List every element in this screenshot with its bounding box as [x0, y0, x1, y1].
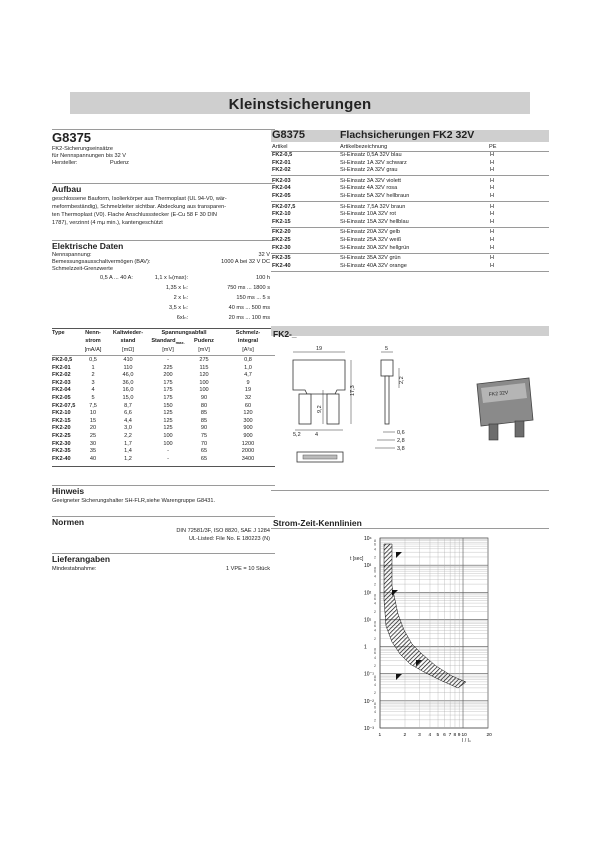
type-cell: FK2-10: [52, 410, 71, 417]
y-decade-label: 10¹: [364, 617, 372, 624]
elec-label: Schmelzzeit-Grenzwerte: [52, 266, 113, 272]
x-tick-label: 4: [428, 733, 432, 738]
value-cell: 175: [163, 387, 173, 394]
limit-time: 150 ms ... 5 s: [236, 295, 270, 301]
article-row: [0, 229, 601, 237]
y-minor-label: 4: [374, 683, 376, 688]
dim-5: 5: [385, 346, 389, 352]
article-pe: H: [490, 211, 495, 218]
y-axis-label: t [sec]: [350, 556, 364, 562]
col-header-nennstrom: strom: [85, 338, 101, 344]
article-group-rule: [271, 271, 549, 272]
y-minor-label: 4: [374, 574, 376, 579]
value-cell: 175: [163, 395, 173, 401]
value-cell: 85: [200, 410, 208, 417]
type-cell: FK2-03: [52, 379, 71, 386]
article-description: Si-Einsatz 7,5A 32V braun: [340, 203, 406, 210]
x-axis-labels: [379, 732, 493, 738]
manufacturer-label: Hersteller:: [52, 160, 78, 166]
type-cell: FK2-04: [52, 387, 71, 394]
units-row: [52, 347, 275, 355]
y-minor-label: 8: [374, 566, 376, 571]
x-tick-label: 10: [461, 733, 467, 738]
fuse-blade-left: [299, 394, 311, 424]
y-minor-label: 6: [374, 705, 376, 710]
normen-heading: Normen: [52, 517, 85, 527]
aufbau-heading: Aufbau: [52, 184, 82, 194]
article-row: [0, 237, 601, 245]
article-number: FK2-07,5: [272, 203, 296, 210]
unit-cell: [mV]: [162, 347, 174, 353]
value-cell: 10: [89, 410, 97, 417]
limit-factor: 6xIₙ:: [176, 315, 188, 321]
article-pe: H: [490, 262, 495, 269]
y-minor-label: 2: [374, 664, 376, 669]
fuse-dimension-drawing: [271, 338, 549, 488]
article-row: [0, 219, 601, 227]
y-minor-label: 6: [374, 596, 376, 601]
article-pe: H: [490, 203, 495, 210]
value-cell: 90: [200, 425, 208, 432]
article-group-rule: [271, 175, 549, 176]
dim-3-8: 3,8: [397, 446, 405, 452]
dim-2-2: 2,2: [399, 376, 405, 384]
article-row: [0, 185, 601, 193]
y-minor-label: 4: [374, 710, 376, 715]
value-cell: 7,5: [89, 402, 97, 409]
value-cell: 2: [91, 372, 95, 379]
elec-label: Bemessungsausschaltvermögen (BAV):: [52, 259, 151, 265]
article-description: Si-Einsatz 1A 32V schwarz: [340, 159, 407, 166]
x-tick-label: 3: [418, 733, 421, 738]
col-artikel: Artikel: [272, 144, 288, 150]
article-description: Si-Einsatz 0,5A 32V blau: [340, 152, 402, 158]
limit-factor: 3,5 x Iₙ:: [168, 305, 188, 311]
value-cell: 6,6: [124, 410, 132, 417]
y-minor-label: 8: [374, 701, 376, 706]
article-description: Si-Einsatz 5A 32V hellbraun: [340, 193, 410, 199]
x-tick-label: 7: [448, 733, 452, 738]
y-minor-label: 8: [374, 674, 376, 679]
article-description: Si-Einsatz 40A 32V orange: [340, 262, 407, 269]
value-cell: 1,0: [244, 364, 252, 371]
article-pe: H: [490, 185, 495, 192]
article-description: Si-Einsatz 30A 32V hellgrün: [340, 244, 410, 251]
y-minor-label: 4: [374, 601, 376, 606]
value-cell: 300: [243, 417, 253, 424]
article-row: [0, 152, 601, 160]
hinweis-heading: Hinweis: [52, 486, 85, 496]
article-number: FK2-20: [272, 229, 291, 236]
value-cell: 120: [199, 372, 209, 379]
fuse-photo: [477, 378, 533, 440]
col-header-spannungsabfall: Spannungsabfall: [161, 330, 207, 336]
aufbau-line: geschlossene Bauform, Isolierkörper aus Thermoplast (UL 94-V0, wär-: [52, 196, 227, 202]
value-cell: 1,2: [124, 455, 132, 462]
curve-heading: Strom-Zeit-Kennlinien: [273, 518, 362, 528]
article-pe: H: [490, 152, 495, 158]
normen-line: DIN 72581/3F, ISO 8820, SAE J 1284: [176, 528, 270, 534]
y-minor-label: 8: [374, 539, 376, 544]
page-title: Kleinstsicherungen: [228, 96, 372, 113]
article-number: FK2-30: [272, 244, 291, 251]
article-group-rule: [271, 227, 549, 228]
x-tick-label: 2: [403, 733, 407, 738]
y-minor-label: 2: [374, 555, 376, 560]
unit-cell: [mV]: [198, 347, 210, 353]
article-row: [0, 255, 601, 263]
y-minor-label: 8: [374, 593, 376, 598]
article-description: Si-Einsatz 3A 32V violett: [340, 177, 401, 184]
fuse-side-view: [381, 360, 393, 376]
value-cell: 3400: [241, 455, 255, 462]
x-axis-label: I / Iₙ: [462, 738, 471, 744]
value-cell: 275: [199, 357, 209, 363]
table-top-rule: [52, 328, 275, 329]
article-pe: H: [490, 193, 495, 199]
value-cell: 60: [244, 402, 252, 409]
article-row: [0, 167, 601, 175]
article-group-rule: [271, 253, 549, 254]
drawing-label: FK2-_: [273, 329, 297, 339]
type-cell: FK2-20: [52, 425, 71, 432]
limit-factor: 1,1 x Iₙ(max):: [154, 275, 188, 281]
y-minor-label: 4: [374, 547, 376, 552]
type-cell: FK2-02: [52, 372, 71, 379]
limit-time: 20 ms ... 100 ms: [228, 315, 270, 321]
dim-0-6: 0,6: [397, 430, 405, 436]
value-cell: 19: [244, 387, 252, 394]
y-decade-label: 10³: [364, 563, 372, 570]
value-cell: 40: [89, 455, 97, 462]
y-decade-label: 10²: [364, 590, 372, 597]
col-header-nennstrom: Nenn-: [85, 330, 101, 336]
article-row: [0, 193, 601, 201]
drawing-rule: [271, 490, 549, 491]
value-cell: 85: [200, 417, 208, 424]
limit-factor: 1,35 x Iₙ:: [165, 285, 188, 291]
value-cell: 4,4: [124, 417, 132, 424]
article-number: FK2-03: [272, 177, 291, 184]
col-header-schmelzintegral: Schmelz-: [235, 330, 261, 336]
col-header-schmelzintegral: integral: [237, 338, 259, 344]
article-number: FK2-15: [272, 218, 291, 225]
type-cell: FK2-07,5: [52, 402, 76, 409]
type-cell: FK2-0,5: [52, 357, 73, 363]
article-pe: H: [490, 218, 495, 225]
limit-time: 750 ms ... 1800 s: [227, 285, 270, 291]
article-pe: H: [490, 244, 495, 251]
intro-line: für Nennspannungen bis 32 V: [52, 153, 127, 159]
elektrische-heading: Elektrische Daten: [52, 241, 124, 251]
x-tick-label: 5: [436, 733, 440, 738]
article-number: FK2-02: [272, 167, 291, 174]
value-cell: 1,7: [124, 440, 132, 447]
x-tick-label: 1: [378, 733, 382, 738]
divider: [52, 485, 275, 486]
value-cell: 90: [200, 395, 208, 401]
type-cell: FK2-15: [52, 417, 71, 424]
value-cell: 900: [243, 433, 253, 439]
x-tick-label: 20: [486, 733, 492, 738]
value-cell: 4: [91, 387, 95, 394]
product-code: G8375: [52, 130, 92, 145]
value-cell: 32: [244, 395, 252, 401]
article-number: FK2-04: [272, 185, 291, 192]
article-pe: H: [490, 229, 495, 236]
y-minor-label: 2: [374, 636, 376, 641]
value-cell: -: [167, 357, 169, 363]
x-tick-label: 9: [457, 733, 461, 738]
value-cell: 100: [199, 387, 209, 394]
aufbau-line: meformbeständig), Schmelzleiter sichtbar. Abdeckung aus transparen-: [52, 204, 227, 210]
value-cell: 150: [163, 402, 173, 409]
value-cell: 110: [123, 364, 133, 371]
value-cell: 9: [246, 379, 250, 386]
article-pe: H: [490, 159, 495, 166]
article-description: Si-Einsatz 35A 32V grün: [340, 255, 401, 262]
fuse-photo-label: FK2 32V: [488, 389, 509, 398]
article-description: Si-Einsatz 4A 32V rosa: [340, 185, 398, 192]
col-header-pudenz: Pudenz: [194, 338, 214, 344]
article-code: G8375: [272, 129, 306, 141]
dim-9-2: 9,2: [317, 405, 323, 413]
dim-4: 4: [315, 432, 319, 438]
value-cell: 5: [91, 395, 95, 401]
value-cell: 3: [91, 379, 95, 386]
units-rule: [52, 355, 275, 356]
limit-time: 100 h: [256, 275, 270, 281]
article-number: FK2-25: [272, 237, 291, 243]
liefer-label: Mindestabnahme:: [52, 566, 97, 572]
value-cell: 125: [163, 417, 173, 424]
article-row: [0, 204, 601, 212]
y-minor-label: 6: [374, 623, 376, 628]
article-description: Si-Einsatz 10A 32V rot: [340, 211, 396, 218]
article-group-rule: [271, 201, 549, 202]
aufbau-line: ten Thermoplast (V0). Flache Anschlussstecker (E-Cu 58 F 30 DIN: [52, 212, 217, 218]
normen-line: UL-Listed: File No. E 180223 (N): [188, 536, 270, 542]
value-cell: 100: [163, 440, 173, 447]
value-cell: 65: [200, 455, 208, 462]
fuse-front-view: [293, 360, 345, 394]
dim-17-3: 17,3: [350, 385, 356, 396]
col-header-type: Type: [52, 330, 65, 336]
value-cell: 115: [199, 364, 209, 371]
type-cell: FK2-05: [52, 395, 71, 401]
value-cell: 1,4: [124, 448, 132, 455]
x-tick-label: 8: [453, 733, 457, 738]
value-cell: 8,7: [124, 402, 132, 409]
article-number: FK2-35: [272, 255, 291, 262]
value-cell: 16,0: [122, 387, 134, 394]
article-row: [0, 178, 601, 186]
value-cell: 75: [200, 433, 208, 439]
article-number: FK2-40: [272, 262, 291, 269]
y-minor-label: 8: [374, 647, 376, 652]
article-heading: Flachsicherungen FK2 32V: [340, 129, 475, 141]
y-minor-label: 6: [374, 542, 376, 547]
value-cell: 30: [89, 440, 97, 447]
value-cell: 125: [163, 425, 173, 432]
y-minor-label: 6: [374, 651, 376, 656]
type-cell: FK2-01: [52, 364, 71, 371]
value-cell: 1: [91, 364, 95, 371]
elec-value: 1000 A bei 32 V DC: [221, 259, 270, 265]
standard-label: Standard: [151, 338, 176, 344]
y-minor-label: 2: [374, 582, 376, 587]
col-header-kaltwiderstand: Kaltwieder-: [112, 330, 144, 336]
value-cell: -: [167, 455, 169, 462]
value-cell: 36,0: [122, 379, 134, 386]
value-cell: -: [167, 448, 169, 455]
y-minor-label: 8: [374, 620, 376, 625]
article-description: Si-Einsatz 25A 32V weiß: [340, 237, 402, 243]
value-cell: 65: [200, 448, 208, 455]
col-pe: PE: [489, 144, 497, 150]
y-minor-label: 6: [374, 569, 376, 574]
article-number: FK2-0,5: [272, 152, 293, 158]
value-cell: 0,8: [244, 357, 252, 363]
value-cell: 120: [243, 410, 253, 417]
type-cell: FK2-30: [52, 440, 71, 447]
y-minor-label: 4: [374, 655, 376, 660]
type-cell: FK2-40: [52, 455, 71, 462]
col-header-kaltwiderstand: stand: [120, 338, 136, 344]
y-minor-label: 6: [374, 678, 376, 683]
value-cell: 100: [163, 433, 173, 439]
liefer-heading: Lieferangaben: [52, 554, 111, 564]
value-cell: 175: [163, 379, 173, 386]
liefer-value: 1 VPE = 10 Stück: [226, 566, 270, 572]
y-minor-label: 2: [374, 691, 376, 696]
article-description: Si-Einsatz 2A 32V grau: [340, 167, 398, 174]
value-cell: 20: [89, 425, 97, 432]
article-description: Si-Einsatz 20A 32V gelb: [340, 229, 401, 236]
value-cell: 900: [243, 425, 253, 432]
value-cell: 35: [89, 448, 97, 455]
article-pe: H: [490, 255, 495, 262]
col-header-standard: Standard$_{max.}$: [151, 338, 185, 346]
unit-cell: [mΩ]: [122, 347, 134, 353]
article-pe: H: [490, 167, 495, 174]
value-cell: 25: [89, 433, 97, 439]
fuse-side-blade: [385, 376, 389, 424]
value-cell: 2000: [241, 448, 255, 455]
table-bottom-rule: [52, 466, 275, 467]
value-cell: 125: [163, 410, 173, 417]
value-cell: 15,0: [122, 395, 134, 401]
time-current-curve: [340, 530, 500, 745]
value-cell: 225: [163, 364, 173, 371]
type-cell: FK2-35: [52, 448, 71, 455]
x-tick-label: 6: [443, 733, 446, 738]
manufacturer-value: Pudenz: [110, 160, 129, 166]
y-decade-label: 1: [364, 644, 367, 651]
intro-line: FK2-Sicherungseinsätze: [52, 146, 113, 152]
article-row: [0, 245, 601, 253]
dim-2-8: 2,8: [397, 438, 405, 444]
y-axis-labels: [364, 536, 376, 732]
article-row: [0, 211, 601, 219]
y-decade-label: 10⁻²: [364, 698, 374, 705]
value-cell: 3,0: [124, 425, 132, 432]
value-cell: 15: [89, 417, 97, 424]
drawing-band: [271, 326, 549, 336]
type-cell: FK2-25: [52, 433, 71, 439]
article-number: FK2-01: [272, 159, 291, 166]
value-cell: 46,0: [122, 372, 134, 379]
aufbau-line: 1787), verzinnt (4 mµ min.), kantengeschützt: [52, 220, 163, 226]
value-cell: 100: [199, 379, 209, 386]
article-number: FK2-05: [272, 193, 291, 199]
dim-5-2: 5,2: [293, 432, 301, 438]
y-decade-label: 10⁴: [364, 536, 372, 542]
article-pe: H: [490, 177, 495, 184]
value-cell: 4,7: [244, 372, 252, 379]
y-minor-label: 2: [374, 609, 376, 614]
unit-cell: [A²s]: [242, 347, 254, 353]
unit-cell: [mA/A]: [84, 347, 102, 353]
hinweis-text: Geeigneter Sicherungshalter SH-FLR,siehe Warengruppe G8431.: [52, 498, 216, 504]
article-description: Si-Einsatz 15A 32V hellblau: [340, 218, 409, 225]
value-cell: 0,5: [89, 357, 97, 363]
fuse-blade-right: [327, 394, 339, 424]
value-cell: 80: [200, 402, 208, 409]
article-row: [0, 160, 601, 168]
value-cell: 410: [123, 357, 133, 363]
limit-time: 40 ms ... 500 ms: [228, 305, 270, 311]
y-minor-label: 4: [374, 628, 376, 633]
dim-19: 19: [316, 346, 323, 352]
value-cell: 1200: [241, 440, 255, 447]
elec-label: Nennspannung:: [52, 252, 92, 258]
limit-factor: 2 x Iₙ:: [173, 295, 188, 301]
article-row: [0, 263, 601, 271]
col-bezeichnung: Artikelbezeichnung: [340, 144, 388, 150]
range-label: 0,5 A ... 40 A:: [100, 275, 133, 281]
value-cell: 2,2: [124, 433, 132, 439]
fuse-top-element: [303, 455, 337, 459]
y-decade-label: 10⁻¹: [364, 671, 374, 678]
y-minor-label: 2: [374, 718, 376, 723]
value-cell: 70: [200, 440, 208, 447]
elec-value: 32 V: [258, 252, 270, 258]
curve-rule: [271, 528, 549, 529]
article-number: FK2-10: [272, 211, 291, 218]
article-pe: H: [490, 237, 495, 243]
divider: [52, 516, 275, 517]
y-decade-label: 10⁻³: [364, 726, 374, 732]
value-cell: 200: [163, 372, 173, 379]
